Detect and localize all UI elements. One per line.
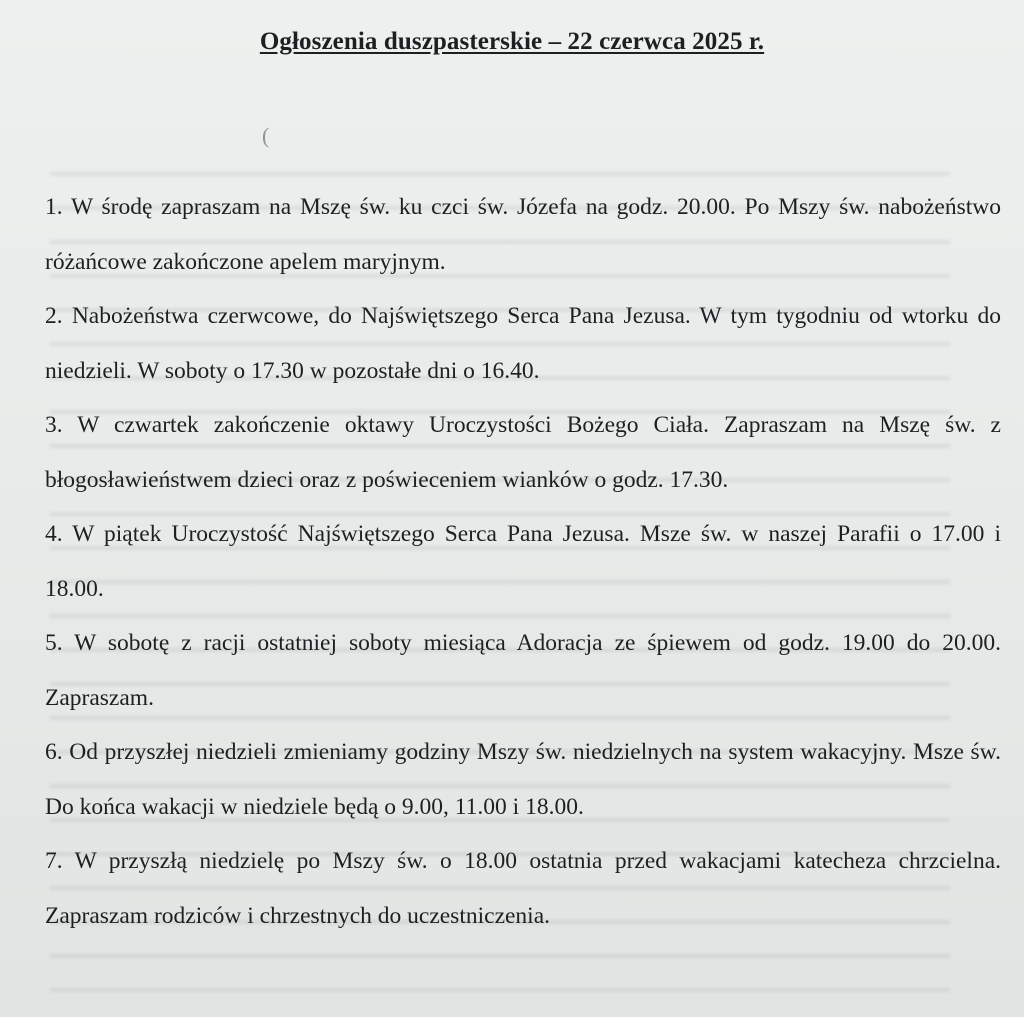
announcements-list [45,180,1001,943]
announcement-item: 3. W czwartek zakończenie oktawy Uroczystości Bożego Ciała. Zapraszam na Mszę św. z błogosławieństwem dzieci oraz z poświeceniem wianków o godz. 17.30. [45,412,1001,493]
announcement-item: 4. W piątek Uroczystość Najświętszego Serca Pana Jezusa. Msze św. w naszej Parafii o 17.00 i 18.00. [45,521,1001,602]
document-title: Ogłoszenia duszpasterskie – 22 czerwca 2025 r. [259,28,765,55]
announcement-item: 6. Od przyszłej niedzieli zmieniamy godziny Mszy św. niedzielnych na system wakacyjny. Msze św. Do końca wakacji w niedziele będą o 9.00, 11.00 i 18.00. [45,739,1001,820]
announcement-item: 7. W przyszłą niedzielę po Mszy św. o 18.00 ostatnia przed wakacjami katecheza chrzcielna. Zapraszam rodziców i chrzestnych do uczestniczenia. [45,848,1001,929]
announcement-item: 2. Nabożeństwa czerwcowe, do Najświętszego Serca Pana Jezusa. W tym tygodniu od wtorku do niedzieli. W soboty o 17.30 w pozostałe dni o 16.40. [45,303,1001,384]
ink-smudge-mark: ( [262,123,270,148]
announcement-item: 5. W sobotę z racji ostatniej soboty miesiąca Adoracja ze śpiewem od godz. 19.00 do 20.00. Zapraszam. [45,630,1001,711]
announcement-item: 1. W środę zapraszam na Mszę św. ku czci św. Józefa na godz. 20.00. Po Mszy św. nabożeństwo różańcowe zakończone apelem maryjnym. [45,194,1001,275]
